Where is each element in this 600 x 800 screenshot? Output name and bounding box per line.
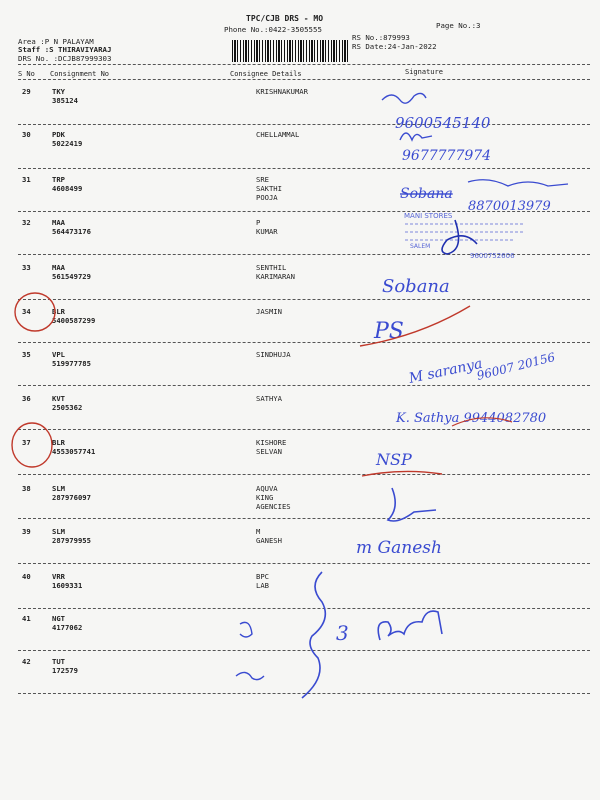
row-consignee: SINDHUJA — [256, 350, 291, 359]
staff-label: Staff :S THIRAVIYARAJ — [18, 45, 112, 54]
red-strike — [452, 418, 512, 426]
row-consignment: MAA 561549729 — [52, 263, 91, 281]
row-sno: 33 — [22, 263, 31, 272]
handwritten-name-phone: K. Sathya 9944082780 — [396, 411, 547, 426]
handwritten-initials: NSP — [376, 450, 412, 469]
row-consignee: CHELLAMMAL — [256, 130, 300, 139]
row-sno: 39 — [22, 527, 31, 536]
row-sno: 36 — [22, 394, 31, 403]
red-strike — [360, 306, 470, 346]
row-consignment: TKY 385124 — [52, 87, 78, 105]
divider — [18, 64, 590, 65]
handwritten-initials: PS — [374, 319, 404, 344]
divider — [18, 79, 590, 80]
signature-stroke — [378, 611, 442, 640]
row-sno: 29 — [22, 87, 31, 96]
row-consignment: TRP 4608499 — [52, 175, 83, 193]
rubber-stamp — [404, 212, 525, 260]
divider — [18, 299, 590, 300]
brace-stroke — [302, 572, 325, 698]
rs-number: RS No.:879993 — [352, 33, 410, 42]
row-sno: 37 — [22, 438, 31, 447]
row-sno: 42 — [22, 657, 31, 666]
divider — [18, 518, 590, 519]
row-sno: 32 — [22, 218, 31, 227]
stamp-line: 9600752606 — [470, 252, 515, 260]
phone-number: Phone No.:0422-3505555 — [224, 25, 322, 34]
row-consignment: PDK 5022419 — [52, 130, 83, 148]
row-consignment: MAA 564473176 — [52, 218, 91, 236]
signature-stroke — [468, 180, 568, 186]
handwritten-phone: 8870013979 — [468, 199, 551, 214]
document-title: TPC/CJB DRS - MO — [246, 14, 324, 23]
drs-number: DRS No. :DCJB87999303 — [18, 54, 112, 63]
divider — [18, 474, 590, 475]
divider — [18, 429, 590, 430]
handwritten-phone: 9677777974 — [402, 148, 492, 164]
row-consignment: VPL 519977785 — [52, 350, 91, 368]
signature-stroke — [236, 672, 264, 679]
row-sno: 35 — [22, 350, 31, 359]
row-consignee: AQUVA KING AGENCIES — [256, 484, 291, 511]
row-consignee: KISHORE SELVAN — [256, 438, 287, 456]
row-consignment: KVT 2505362 — [52, 394, 83, 412]
col-consignee: Consignee Details — [230, 70, 302, 78]
divider — [18, 608, 590, 609]
area-label: Area :P N PALAYAM — [18, 37, 94, 46]
divider — [18, 168, 590, 169]
divider — [18, 693, 590, 694]
rs-date: RS Date:24-Jan-2022 — [352, 42, 437, 51]
row-sno: 38 — [22, 484, 31, 493]
row-sno: 31 — [22, 175, 31, 184]
row-consignment: BLR 5400587299 — [52, 307, 96, 325]
handwritten-name: m Ganesh — [356, 538, 442, 558]
barcode — [232, 40, 350, 62]
signature-stroke — [388, 488, 436, 521]
handwritten-phone: 96007 20156 — [475, 349, 557, 383]
row-sno: 34 — [22, 307, 31, 316]
row-consignment: BLR 4553057741 — [52, 438, 96, 456]
divider — [18, 650, 590, 651]
divider — [18, 124, 590, 125]
row-consignment: NGT 4177062 — [52, 614, 83, 632]
handwritten-count: 3 — [336, 621, 349, 645]
row-consignment: TUT 172579 — [52, 657, 78, 675]
row-consignee: SRE SAKTHI POOJA — [256, 175, 282, 202]
row-consignee: SENTHIL KARIMARAN — [256, 263, 295, 281]
stamp-line: SALEM — [410, 243, 431, 250]
row-consignee: SATHYA — [256, 394, 282, 403]
row-consignee: M GANESH — [256, 527, 282, 545]
row-sno: 40 — [22, 572, 31, 581]
signature-stroke — [442, 220, 477, 254]
signature-stroke — [400, 133, 432, 140]
row-consignee: BPC LAB — [256, 572, 269, 590]
stamp-line: MANI STORES — [404, 212, 453, 220]
handwritten-name: Sobana — [382, 276, 450, 297]
col-consignment: Consignment No — [50, 70, 110, 78]
handwritten-phone: 9600545140 — [395, 114, 491, 132]
row-consignment: SLM 287976097 — [52, 484, 91, 502]
row-consignment: VRR 1609331 — [52, 572, 83, 590]
col-signature: Signature — [405, 68, 443, 76]
row-sno: 30 — [22, 130, 31, 139]
handwritten-name: Sobana — [400, 186, 453, 202]
row-consignee: P KUMAR — [256, 218, 278, 236]
signature-stroke — [382, 93, 426, 103]
divider — [18, 385, 590, 386]
row-consignment: SLM 287979955 — [52, 527, 91, 545]
divider — [18, 342, 590, 343]
divider — [18, 563, 590, 564]
signature-stroke — [240, 622, 252, 637]
row-sno: 41 — [22, 614, 31, 623]
divider — [18, 211, 590, 212]
row-consignee: KRISHNAKUMAR — [256, 87, 308, 96]
divider — [18, 254, 590, 255]
row-consignee: JASMIN — [256, 307, 282, 316]
page-number: Page No.:3 — [436, 21, 481, 30]
col-sno: S No — [18, 70, 35, 78]
handwritten-name: M saranya — [407, 355, 484, 387]
